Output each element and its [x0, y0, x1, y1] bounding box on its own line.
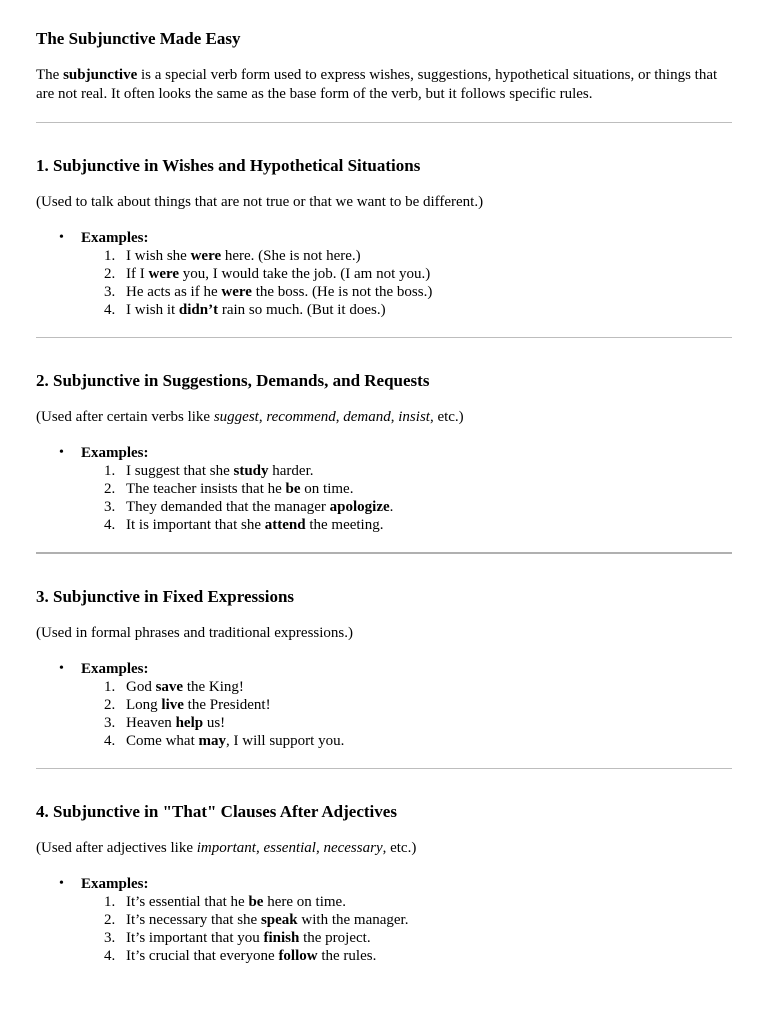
description-text: , etc.): [429, 409, 464, 425]
description-text: ,: [390, 409, 399, 425]
example-text: I wish she: [126, 248, 191, 264]
example-text: the President!: [183, 697, 271, 713]
numbered-examples: [81, 462, 732, 534]
example-item: [104, 516, 732, 534]
intro-text: is a special verb form used to express wishes, suggestions, hypothetical situations, or things that are not real. It often looks the same as the base form of the verb, but it follows specific rules.: [36, 67, 718, 102]
example-number: 2.: [104, 481, 116, 497]
example-text: the boss. (He is not the boss.): [251, 284, 433, 300]
section-heading: 1. Subjunctive in Wishes and Hypothetical Situations: [36, 156, 421, 175]
example-number: 3.: [104, 284, 116, 300]
example-item: [104, 247, 732, 265]
example-number: 4.: [104, 948, 116, 964]
example-number: 3.: [104, 715, 116, 731]
description-text: (Used in formal phrases and traditional expressions.): [36, 625, 353, 641]
example-text: the rules.: [317, 948, 377, 964]
subjunctive-verb: apologize: [329, 499, 390, 515]
section-divider: [36, 552, 732, 554]
examples-list: [36, 229, 732, 319]
section-description: [36, 193, 732, 211]
section-description: [36, 624, 732, 642]
numbered-examples: [81, 678, 732, 750]
example-text: the meeting.: [305, 517, 384, 533]
subjunctive-verb: follow: [278, 948, 318, 964]
subjunctive-verb: speak: [260, 912, 298, 928]
example-text: on time.: [300, 481, 354, 497]
description-text: ,: [255, 840, 264, 856]
example-item: [104, 714, 732, 732]
description-text: (Used to talk about things that are not true or that we want to be different.): [36, 194, 484, 210]
section-1: [36, 156, 732, 319]
bullet-icon: •: [59, 661, 64, 676]
example-item: [104, 265, 732, 283]
example-text: the project.: [299, 930, 371, 946]
example-item: [104, 498, 732, 516]
example-text: It’s crucial that everyone: [126, 948, 279, 964]
example-text: They demanded that the manager: [126, 499, 330, 515]
examples-item: [59, 660, 732, 750]
subjunctive-verb: study: [233, 463, 269, 479]
section-heading: 3. Subjunctive in Fixed Expressions: [36, 587, 295, 606]
example-number: 2.: [104, 697, 116, 713]
example-verb: recommend: [266, 409, 336, 425]
description-text: (Used after certain verbs like: [36, 409, 214, 425]
subjunctive-verb: were: [221, 284, 252, 300]
example-item: [104, 947, 732, 965]
examples-item: [59, 444, 732, 534]
description-text: , etc.): [382, 840, 417, 856]
example-item: [104, 462, 732, 480]
example-number: 2.: [104, 266, 116, 282]
example-text: Heaven: [126, 715, 176, 731]
example-number: 4.: [104, 302, 116, 318]
numbered-examples: [81, 893, 732, 965]
section-4: [36, 802, 732, 965]
example-text: harder.: [268, 463, 314, 479]
example-verb: essential: [263, 840, 316, 856]
example-number: 4.: [104, 733, 116, 749]
examples-item: [59, 875, 732, 965]
example-number: 1.: [104, 463, 116, 479]
subjunctive-verb: finish: [263, 930, 300, 946]
example-text: us!: [203, 715, 226, 731]
example-text: He acts as if he: [126, 284, 222, 300]
example-number: 3.: [104, 499, 116, 515]
example-text: with the manager.: [297, 912, 409, 928]
description-text: ,: [258, 409, 267, 425]
example-text: It is important that she: [126, 517, 265, 533]
subjunctive-verb: be: [248, 894, 264, 910]
example-verb: important: [196, 840, 256, 856]
description-text: (Used after adjectives like: [36, 840, 197, 856]
examples-list: [36, 875, 732, 965]
example-item: [104, 283, 732, 301]
section-2: [36, 371, 732, 534]
section-divider: [36, 122, 732, 123]
subjunctive-verb: attend: [264, 517, 306, 533]
subjunctive-verb: may: [198, 733, 226, 749]
subjunctive-verb: be: [285, 481, 301, 497]
section-heading: 2. Subjunctive in Suggestions, Demands, and Requests: [36, 371, 430, 390]
section-description: [36, 408, 732, 426]
description-text: ,: [315, 840, 324, 856]
example-number: 1.: [104, 679, 116, 695]
example-verb: suggest: [213, 409, 259, 425]
example-number: 4.: [104, 517, 116, 533]
example-verb: necessary: [323, 840, 383, 856]
examples-label: Examples:: [81, 445, 149, 461]
example-item: [104, 732, 732, 750]
intro-paragraph: [36, 66, 732, 104]
example-text: .: [389, 499, 394, 515]
example-text: God: [126, 679, 156, 695]
example-text: here. (She is not here.): [221, 248, 361, 264]
example-text: Come what: [126, 733, 199, 749]
example-number: 3.: [104, 930, 116, 946]
section-divider: [36, 768, 732, 769]
example-text: It’s important that you: [126, 930, 264, 946]
example-number: 1.: [104, 894, 116, 910]
subjunctive-verb: help: [175, 715, 204, 731]
example-text: The teacher insists that he: [126, 481, 286, 497]
subjunctive-verb: were: [190, 248, 222, 264]
example-text: the King!: [183, 679, 244, 695]
subjunctive-verb: were: [148, 266, 180, 282]
intro-text: The: [36, 67, 64, 83]
description-text: ,: [335, 409, 344, 425]
section-heading: 4. Subjunctive in "That" Clauses After Adjectives: [36, 802, 397, 821]
examples-list: [36, 444, 732, 534]
example-number: 2.: [104, 912, 116, 928]
subjunctive-verb: save: [155, 679, 184, 695]
page-title: The Subjunctive Made Easy: [36, 29, 241, 48]
example-text: you, I would take the job. (I am not you.): [179, 266, 431, 282]
example-item: [104, 893, 732, 911]
example-item: [104, 911, 732, 929]
bullet-icon: •: [59, 876, 64, 891]
example-item: [104, 696, 732, 714]
bullet-icon: •: [59, 445, 64, 460]
examples-list: [36, 660, 732, 750]
example-text: rain so much. (But it does.): [218, 302, 386, 318]
section-divider: [36, 337, 732, 338]
examples-label: Examples:: [81, 876, 149, 892]
section-description: [36, 839, 732, 857]
example-verb: demand: [343, 409, 391, 425]
example-text: I suggest that she: [126, 463, 234, 479]
subjunctive-verb: didn’t: [178, 302, 219, 318]
sections-container: [36, 122, 732, 965]
example-text: , I will support you.: [226, 733, 345, 749]
example-text: Long: [126, 697, 162, 713]
intro-keyword: subjunctive: [63, 67, 138, 83]
numbered-examples: [81, 247, 732, 319]
subjunctive-verb: live: [161, 697, 184, 713]
example-item: [104, 678, 732, 696]
example-item: [104, 301, 732, 319]
example-number: 1.: [104, 248, 116, 264]
example-item: [104, 480, 732, 498]
example-text: I wish it: [126, 302, 179, 318]
example-item: [104, 929, 732, 947]
bullet-icon: •: [59, 230, 64, 245]
example-text: It’s necessary that she: [126, 912, 261, 928]
example-verb: insist: [398, 409, 430, 425]
examples-label: Examples:: [81, 230, 149, 246]
examples-item: [59, 229, 732, 319]
example-text: here on time.: [263, 894, 346, 910]
example-text: It’s essential that he: [126, 894, 249, 910]
section-3: [36, 587, 732, 750]
examples-label: Examples:: [81, 661, 149, 677]
example-text: If I: [126, 266, 149, 282]
